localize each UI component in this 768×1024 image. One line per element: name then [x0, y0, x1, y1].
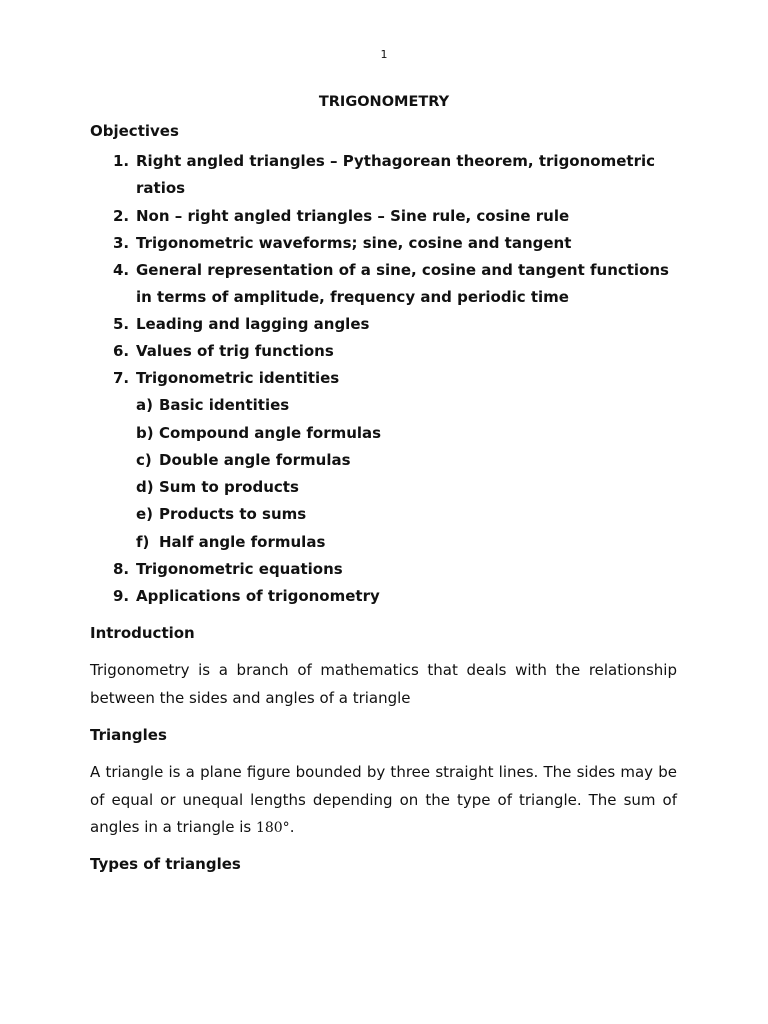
list-item-number: 2. — [113, 207, 130, 225]
list-item-text: Applications of trigonometry — [136, 587, 380, 605]
sub-list-item-letter: b) — [136, 424, 154, 442]
sub-list-item-text: Products to sums — [159, 505, 307, 523]
paragraph-text: angles in a triangle is — [90, 818, 256, 836]
angle-sum-value: 180° — [255, 820, 290, 836]
list-item-text: Values of trig functions — [136, 342, 334, 360]
list-item-number: 1. — [113, 152, 130, 170]
list-item-text: in terms of amplitude, frequency and periodic time — [136, 288, 569, 306]
paragraph-line: between the sides and angles of a triangle — [90, 688, 411, 707]
sub-list-item-letter: d) — [136, 478, 154, 496]
list-item-number: 9. — [113, 587, 130, 605]
types-of-triangles-heading: Types of triangles — [90, 855, 241, 873]
list-item-number: 4. — [113, 261, 130, 279]
list-item-number: 8. — [113, 560, 130, 578]
paragraph-line: A triangle is a plane figure bounded by three straight lines. The sides may be — [90, 763, 677, 781]
paragraph-line: Trigonometry is a branch of mathematics that deals with the relationship — [90, 661, 677, 679]
list-item-text: Trigonometric equations — [136, 560, 343, 578]
page-number: 1 — [380, 48, 388, 61]
list-item-text: Trigonometric identities — [136, 369, 340, 387]
list-item-text: ratios — [136, 179, 186, 197]
sub-list-item-text: Basic identities — [159, 396, 290, 414]
sub-list-item-text: Sum to products — [159, 478, 299, 496]
list-item-text: Trigonometric waveforms; sine, cosine and tangent — [136, 234, 572, 252]
list-item-number: 5. — [113, 315, 130, 333]
list-item-number: 7. — [113, 369, 130, 387]
document-title: TRIGONOMETRY — [318, 94, 450, 110]
list-item-text: Right angled triangles – Pythagorean theorem, trigonometric — [136, 152, 655, 170]
triangles-paragraph — [90, 759, 677, 843]
list-item-number: 6. — [113, 342, 130, 360]
sub-list-item-letter: c) — [136, 451, 152, 469]
sub-list-item-letter: f) — [136, 533, 150, 551]
sub-list-item-text: Double angle formulas — [159, 451, 351, 469]
paragraph-line — [90, 814, 677, 843]
sub-list-item-text: Half angle formulas — [159, 533, 326, 551]
triangles-heading: Triangles — [90, 726, 167, 744]
sub-list-item-letter: e) — [136, 505, 154, 523]
list-item-number: 3. — [113, 234, 130, 252]
objectives-heading: Objectives — [90, 122, 179, 140]
list-item-text: Leading and lagging angles — [136, 315, 370, 333]
list-item-text: Non – right angled triangles – Sine rule, cosine rule — [136, 207, 570, 225]
introduction-heading: Introduction — [90, 624, 195, 642]
paragraph-line: of equal or unequal lengths depending on the type of triangle. The sum of — [90, 790, 677, 809]
list-item-text: General representation of a sine, cosine and tangent functions — [136, 261, 669, 279]
paragraph-text: . — [289, 818, 295, 836]
introduction-paragraph — [90, 657, 677, 712]
sub-list-item-letter: a) — [136, 396, 153, 414]
sub-list-item-text: Compound angle formulas — [159, 424, 382, 442]
